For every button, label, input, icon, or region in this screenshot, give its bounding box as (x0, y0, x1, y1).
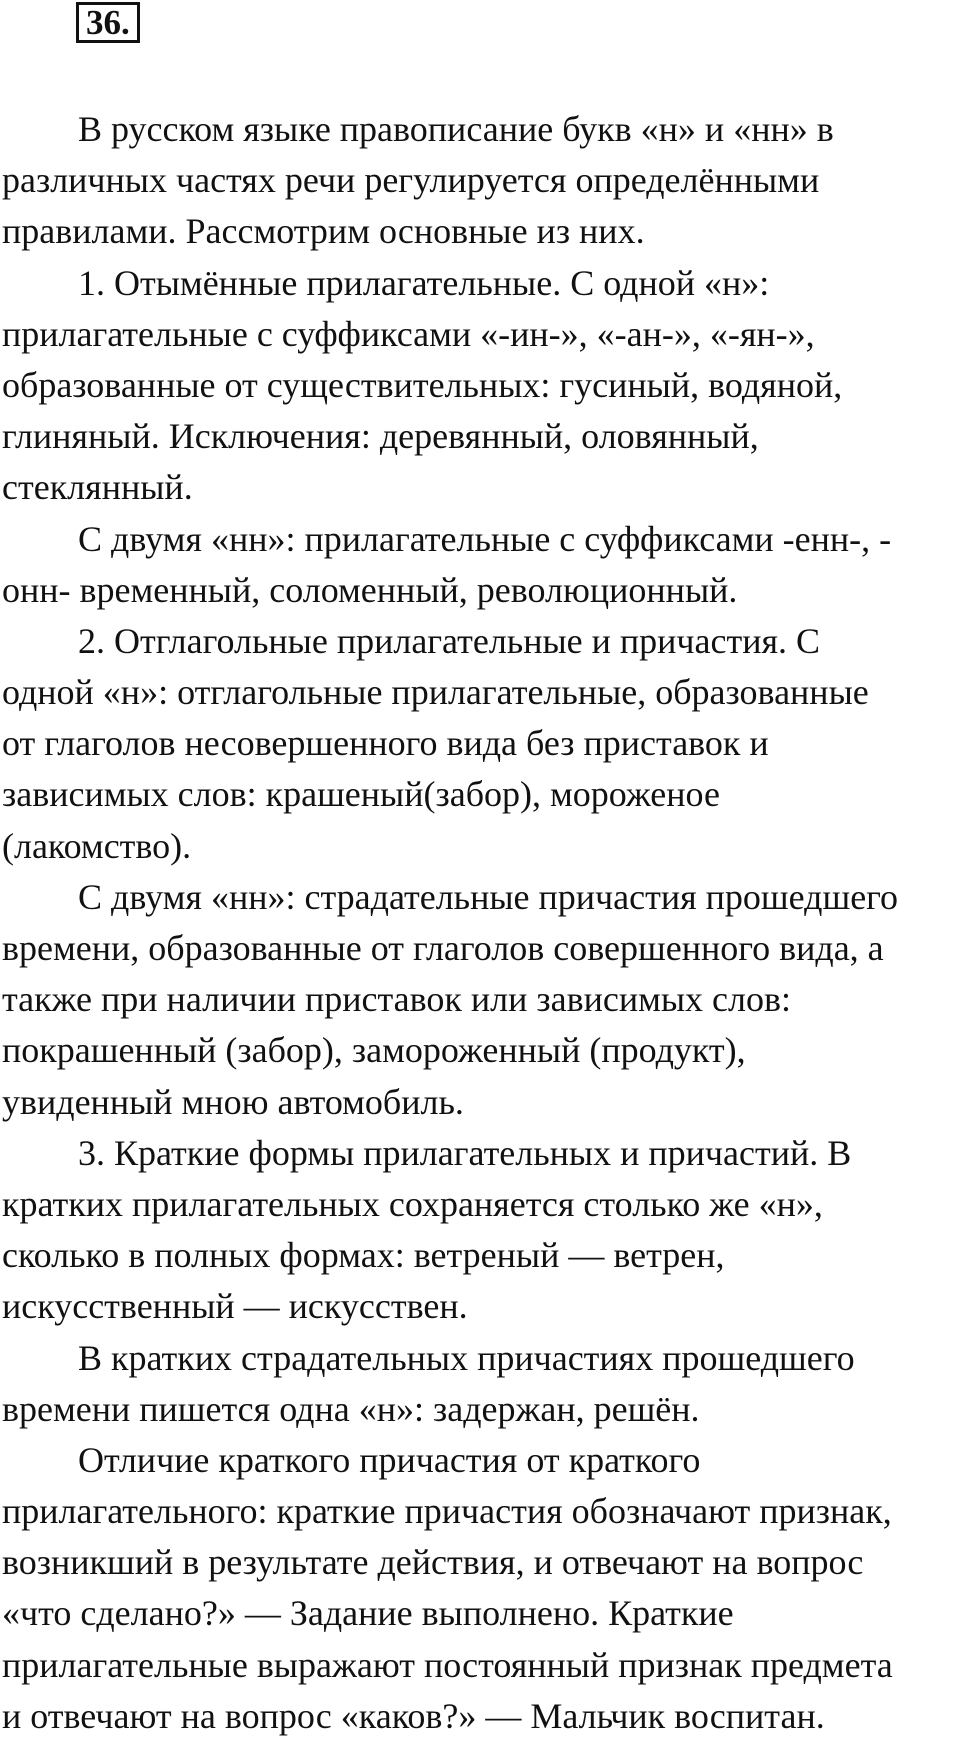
text-line: правилами. Рассмотрим основные из них. (2, 211, 645, 252)
task-number-box: 36. (76, 2, 140, 43)
text-line: зависимых слов: крашеный(забор), мороженое (2, 774, 720, 815)
text-line: возникший в результате действия, и отвечают на вопрос (2, 1542, 864, 1583)
text-line: одной «н»: отглагольные прилагательные, образованные (2, 672, 869, 713)
text-line: 2. Отглагольные прилагательные и причастия. С (78, 620, 821, 661)
text-line: искусственный — искусствен. (2, 1286, 468, 1327)
text-line: глиняный. Исключения: деревянный, оловянный, (2, 416, 759, 457)
text-line: кратких прилагательных сохраняется столько же «н», (2, 1183, 823, 1224)
text-line: С двумя «нн»: прилагательные с суффиксами -енн-, - (78, 518, 892, 559)
text-line: прилагательные с суффиксами «-ин-», «-ан-», «-ян-», (2, 313, 815, 354)
text-line: прилагательного: краткие причастия обозначают признак, (2, 1491, 892, 1532)
text-line: также при наличии приставок или зависимых слов: (2, 979, 791, 1020)
text-line: С двумя «нн»: страдательные причастия прошедшего (78, 876, 899, 917)
answer-text (2, 104, 954, 1742)
text-line: онн- временный, соломенный, революционный. (2, 569, 738, 610)
text-line: от глаголов несовершенного вида без приставок и (2, 723, 769, 764)
text-line: и отвечают на вопрос «каков?» — Мальчик воспитан. (2, 1695, 825, 1736)
text-line: образованные от существительных: гусиный, водяной, (2, 364, 843, 405)
text-line: покрашенный (забор), замороженный (продукт), (2, 1030, 746, 1071)
text-line: времени, образованные от глаголов совершенного вида, а (2, 928, 884, 968)
text-line: прилагательные выражают постоянный признак предмета (2, 1644, 893, 1685)
text-line: времени пишется одна «н»: задержан, решён. (2, 1388, 700, 1429)
text-line: увиденный мною автомобиль. (2, 1081, 464, 1122)
text-line: В кратких страдательных причастиях прошедшего (78, 1337, 855, 1378)
text-line: «что сделано?» — Задание выполнено. Краткие (2, 1593, 734, 1634)
text-line: (лакомство). (2, 825, 192, 866)
text-line: 1. Отымённые прилагательные. С одной «н»: (78, 262, 770, 303)
text-line: стеклянный. (2, 467, 193, 508)
text-line: сколько в полных формах: ветреный — ветрен, (2, 1235, 725, 1276)
text-line: В русском языке правописание букв «н» и «нн» в (78, 109, 834, 149)
text-line: Отличие краткого причастия от краткого (78, 1439, 701, 1480)
text-line: 3. Краткие формы прилагательных и причастий. В (78, 1132, 852, 1173)
text-line: различных частях речи регулируется определёнными (2, 160, 820, 201)
